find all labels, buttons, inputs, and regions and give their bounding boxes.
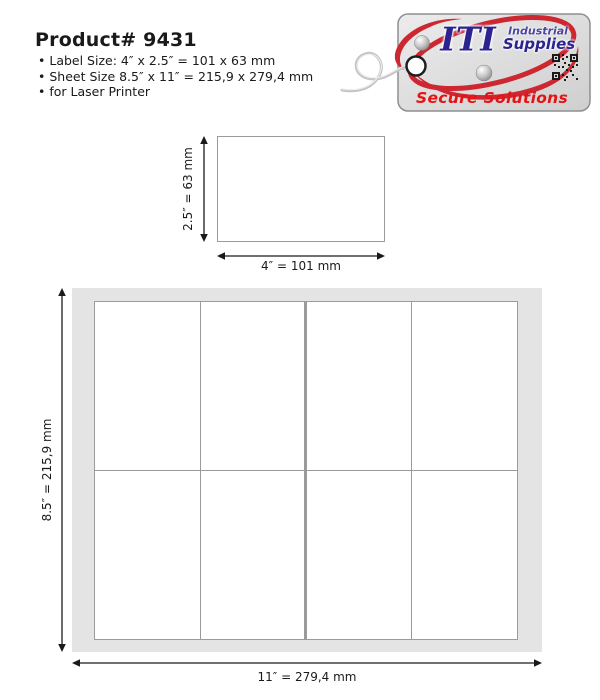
spec-printer: • for Laser Printer	[38, 84, 313, 100]
product-title: Product# 9431	[35, 29, 197, 51]
sphere-icon	[476, 65, 492, 81]
sheet-width-arrow	[72, 657, 542, 669]
spec-sheet-size: • Sheet Size 8.5″ x 11″ = 215,9 x 279,4 mm	[38, 69, 313, 85]
sheet-height-dimension: 8.5″ = 215,9 mm	[40, 418, 54, 522]
tag-hole-icon	[407, 57, 426, 76]
logo-iti-text: ITI	[440, 19, 496, 59]
label-height-arrow	[198, 136, 210, 242]
label-cell	[412, 302, 517, 470]
label-cell	[201, 302, 306, 470]
label-width-dimension: 4″ = 101 mm	[261, 259, 341, 273]
sphere-icon	[415, 36, 430, 51]
sheet-height-arrow	[56, 288, 68, 652]
logo-supplies-text: Supplies	[502, 35, 576, 53]
spec-label-size: • Label Size: 4″ x 2.5″ = 101 x 63 mm	[38, 53, 313, 69]
label-height-dimension: 2.5″ = 63 mm	[181, 147, 195, 231]
sheet-center-divider	[304, 301, 306, 640]
spec-list	[38, 53, 313, 100]
sheet-width-dimension: 11″ = 279,4 mm	[257, 670, 357, 684]
label-cell	[95, 471, 200, 639]
logo-tagline: Secure Solutions	[415, 89, 569, 107]
label-cell	[201, 471, 306, 639]
company-logo	[340, 10, 598, 116]
label-cell	[307, 302, 412, 470]
label-cell	[95, 302, 200, 470]
logo-industrial-text: Industrial	[508, 24, 568, 38]
label-cell	[307, 471, 412, 639]
sheet-grid	[94, 301, 518, 640]
label-cell	[412, 471, 517, 639]
single-label-outline	[217, 136, 385, 242]
